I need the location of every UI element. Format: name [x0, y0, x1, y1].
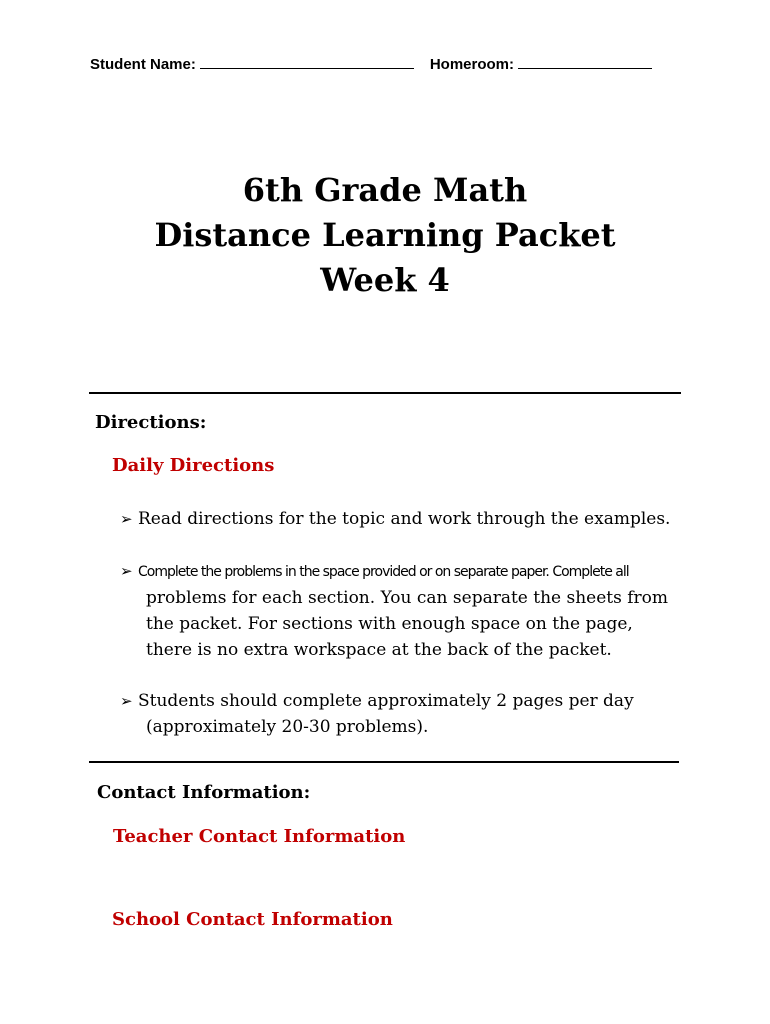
title-line-week: Week 4 — [320, 261, 450, 299]
direction-item-1 — [120, 506, 680, 532]
daily-directions-heading: Daily Directions — [112, 455, 275, 476]
direction-item-1-text: Read directions for the topic and work through the examples. — [137, 509, 671, 529]
contact-heading: Contact Information: — [97, 782, 311, 803]
direction-item-2-line-4: there is no extra workspace at the back of the packet. — [146, 640, 612, 660]
direction-item-3-lead: Students should complete approximately 2 pages per day — [137, 691, 634, 711]
student-name-label: Student Name: — [90, 56, 196, 73]
student-info-header — [90, 54, 652, 73]
arrow-bullet-icon: ➢ — [120, 510, 133, 528]
homeroom-label: Homeroom: — [429, 56, 515, 73]
student-name-blank[interactable] — [200, 54, 414, 69]
direction-item-3 — [120, 688, 680, 740]
title-line-grade: 6th Grade Math — [242, 171, 528, 209]
direction-item-2-line-2: problems for each section. You can separate the sheets from — [146, 588, 669, 608]
packet-title — [0, 168, 770, 303]
teacher-contact-heading: Teacher Contact Information — [113, 826, 406, 847]
directions-heading: Directions: — [95, 412, 207, 433]
direction-item-2-lead: Complete the problems in the space provided or on separate paper. Complete all — [137, 564, 629, 580]
divider-top — [89, 392, 681, 394]
arrow-bullet-icon: ➢ — [120, 562, 133, 580]
school-contact-heading: School Contact Information — [112, 909, 393, 930]
homeroom-blank[interactable] — [518, 54, 652, 69]
direction-item-2 — [120, 558, 680, 663]
direction-item-3-line-2: (approximately 20-30 problems). — [146, 717, 429, 737]
direction-item-2-line-3: the packet. For sections with enough space on the page, — [146, 614, 633, 634]
divider-middle — [89, 761, 679, 763]
arrow-bullet-icon: ➢ — [120, 692, 133, 710]
title-line-packet: Distance Learning Packet — [154, 216, 616, 254]
